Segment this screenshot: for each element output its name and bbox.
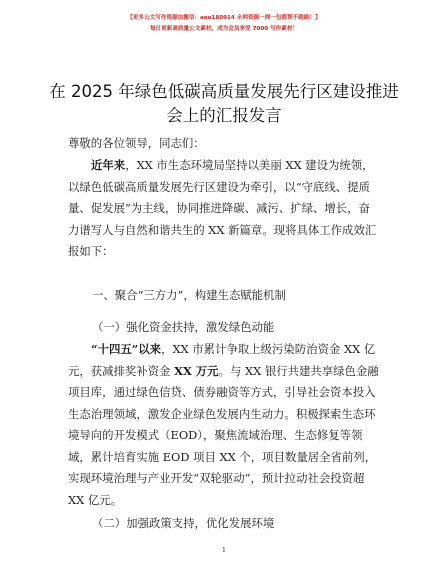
funding-line [68,339,384,361]
section-heading-1 [92,285,408,307]
funding-line1-rest: ，XX 市累计争取上级污染防治资金 XX 亿 [161,342,376,356]
document-title-line2: 会上的汇报发言 [166,106,282,125]
subsection-heading-2 [92,513,408,535]
document-title-line1: 在 2025 年绿色低碳高质量发展先行区建设推进 [49,82,399,101]
promo-banner [0,13,448,35]
funding-line [68,361,384,383]
funding-line2-start: 元，获减排奖补资金 [68,363,175,378]
funding-line: 境导向的开发模式（EOD），聚焦流域治理、生态修复等领 [68,428,363,442]
greeting-text: 尊敬的各位领导，同志们： [68,136,205,150]
intro-lead: 近年来 [91,158,126,172]
subsection-heading-1 [92,317,408,339]
intro-paragraph [68,155,384,263]
intro-line: 力谱写人与自然和谐共生的 XX 新篇章。现将具体工作成效汇 [68,222,377,237]
promo-banner-line2: 每日更新高质量公文素材，成为会员享受 7000 写作素材！ [149,26,299,32]
greeting [68,133,384,155]
funding-line: 项目库，通过绿色信贷、债券融资等方式，引导社会资本投入 [68,385,376,399]
funding-line: 实现环境治理与产业开发“双轮驱动”，预计拉动社会投资超 [68,471,365,485]
page-number: 1 [221,546,227,554]
intro-line1-rest: ，XX 市生态环境局坚持以美丽 XX 建设为统领， [125,158,374,172]
funding-line: 生态治理领域，激发企业绿色发展内生动力。积极探索生态环 [68,406,376,421]
intro-line: 量、促发展”为主线，协同推进降碳、减污、扩绿、增长，奋 [68,201,370,215]
funding-lead: “十四五”以来 [91,342,162,356]
promo-banner-line1: 【更多公文写作资源加微信：aoo180914 全网资源一网一包都帮不跑路！】 [127,15,321,21]
intro-line [68,155,384,177]
subsection-heading-2-text: （二）加强政策支持，优化发展环境 [92,516,275,530]
section-heading-1-text: 一、聚合“三方力”，构建生态赋能机制 [92,288,286,302]
subsection-heading-1-text: （一）强化资金扶持，激发绿色动能 [92,320,275,334]
document-title [40,80,408,128]
funding-line2-end: 。与 XX 银行共建共享绿色金融 [218,363,379,378]
funding-paragraph [68,339,384,511]
funding-line: 域，累计培育实施 EOD 项目 XX 个，项目数量居全省前列， [68,449,377,464]
funding-line: XX 亿元。 [68,492,123,507]
intro-line: 报如下： [68,244,114,258]
intro-line: 以绿色低碳高质量发展先行区建设为牵引，以“守底线、提质 [68,179,370,194]
funding-line2-bold: XX 万元 [174,363,219,378]
